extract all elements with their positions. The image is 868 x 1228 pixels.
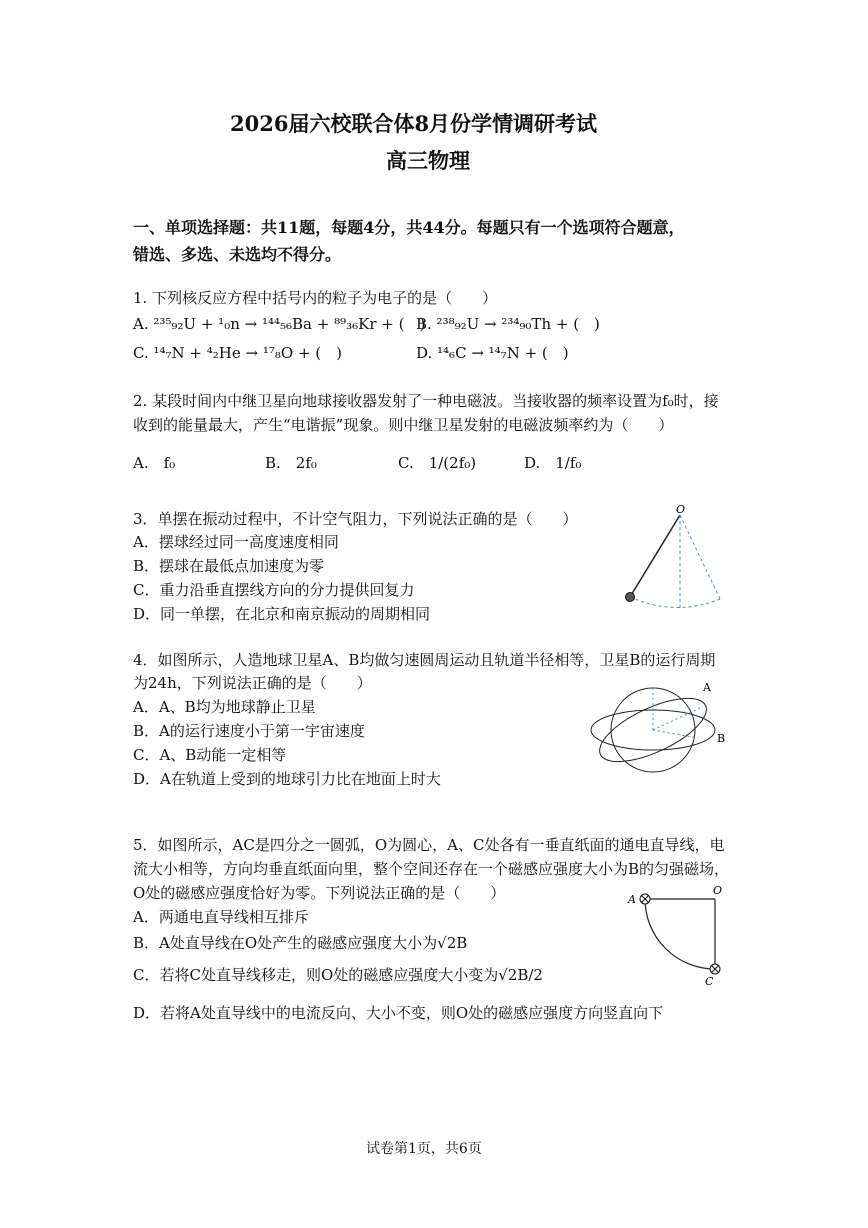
q3-option-b: B．摆球在最低点加速度为零 [133,557,325,575]
q5-option-a: A．两通电直导线相互排斥 [133,908,309,926]
q2-option-a: A. f₀ [133,454,176,472]
q1-option-c: C. ¹⁴₇N + ⁴₂He → ¹⁷₈O + ( ) [133,344,342,362]
point-o-label: O [713,884,723,897]
orbit-label-a: A [703,681,711,694]
q4-stem-line1: 4．如图所示，人造地球卫星A、B均做匀速圆周运动且轨道半径相等，卫星B的运行周期 [133,651,716,669]
q2-stem-line2: 收到的能量最大，产生“电谐振”现象。则中继卫星发射的电磁波频率约为（ ） [133,416,674,434]
q4-option-a: A．A、B均为地球静止卫星 [133,698,316,716]
q5-stem-line1: 5．如图所示，AC是四分之一圆弧，O为圆心，A、C处各有一垂直纸面的通电直导线，电 [133,836,725,854]
q4-stem-line2: 为24h，下列说法正确的是（ ） [133,674,372,692]
q5-stem-line3: O处的磁感应强度恰好为零。下列说法正确的是（ ） [133,884,506,902]
q4-option-d: D．A在轨道上受到的地球引力比在地面上时大 [133,770,441,788]
q1-option-b: B. ²³⁸₉₂U → ²³⁴₉₀Th + ( ) [416,315,600,333]
q1-stem: 1. 下列核反应方程中括号内的粒子为电子的是（ ） [133,289,498,307]
q2-option-d: D. 1/f₀ [524,454,582,472]
q1-option-d: D. ¹⁴₆C → ¹⁴₇N + ( ) [416,344,569,362]
q4-option-b: B．A的运行速度小于第一宇宙速度 [133,722,365,740]
point-c-label: C [705,975,714,988]
satellite-orbits-figure [590,675,740,785]
magnetic-field-figure [625,884,735,988]
pendulum-figure [615,505,735,625]
q5-option-b: B．A处直导线在O处产生的磁感应强度大小为√2B [133,934,468,952]
exam-subject: 高三物理 [386,148,470,173]
q3-option-a: A．摆球经过同一高度速度相同 [133,533,339,551]
point-a-label: A [628,893,636,906]
q2-option-c: C. 1/(2f₀) [398,454,477,472]
q5-option-d: D．若将A处直导线中的电流反向、大小不变，则O处的磁感应强度方向竖直向下 [133,1004,664,1022]
q3-stem: 3．单摆在振动过程中，不计空气阻力，下列说法正确的是（ ） [133,510,578,528]
q2-option-b: B. 2f₀ [265,454,317,472]
q5-option-c: C．若将C处直导线移走，则O处的磁感应强度大小变为√2B/2 [133,966,543,984]
q5-stem-line2: 流大小相等，方向均垂直纸面向里，整个空间还存在一个磁感应强度大小为B的匀强磁场， [133,860,730,878]
page-footer: 试卷第1页，共6页 [366,1141,482,1157]
wire-a-into-page-icon [640,894,650,904]
wire-c-into-page-icon [710,964,720,974]
exam-title: 2026届六校联合体8月份学情调研考试 [230,111,598,136]
q1-option-a: A. ²³⁵₉₂U + ¹₀n → ¹⁴⁴₅₆Ba + ⁸⁹₃₆Kr + ( ) [133,315,426,333]
orbit-label-b: B [717,732,726,745]
q3-option-c: C．重力沿垂直摆线方向的分力提供回复力 [133,581,415,599]
pendulum-pivot-label: O [676,503,686,516]
q4-option-c: C．A、B动能一定相等 [133,746,287,764]
section-heading: 一、单项选择题：共11题，每题4分，共44分。每题只有一个选项符合题意， [133,218,685,237]
q3-option-d: D．同一单摆，在北京和南京振动的周期相同 [133,605,431,623]
section-heading-cont: 错选、多选、未选均不得分。 [133,245,342,264]
q2-stem-line1: 2. 某段时间内中继卫星向地球接收器发射了一种电磁波。当接收器的频率设置为f₀时，接 [133,392,719,410]
